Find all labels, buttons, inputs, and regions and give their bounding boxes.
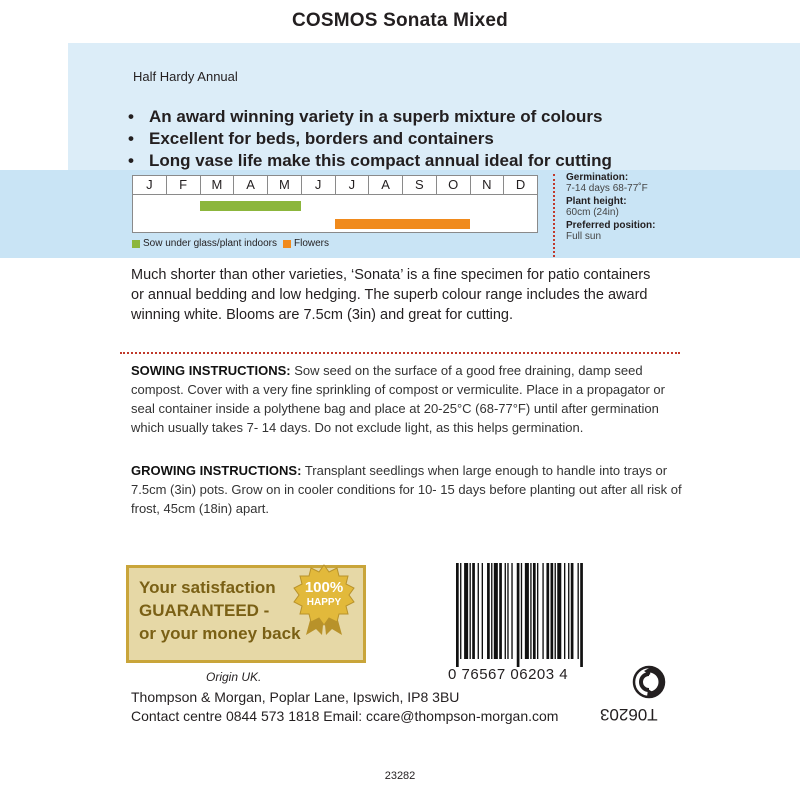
month-label: J [336, 176, 370, 194]
feature-item: • Long vase life make this compact annual ideal for cutting [128, 151, 612, 170]
barcode-bar [499, 563, 502, 659]
feature-item: • An award winning variety in a superb mixture of colours [128, 107, 603, 126]
growing-text: Transplant seedlings when large enough to handle into trays or 7.5cm (3in) pots. Grow on in cooler conditions for 10- 15 days before planting out after all risk of frost, 45cm (18in) apart. [131, 463, 682, 516]
calendar-months [132, 175, 538, 195]
barcode-bar [487, 563, 490, 659]
barcode-bar [464, 563, 468, 659]
sow-period-bar [200, 201, 301, 211]
height-value: 60cm (24in) [566, 207, 619, 218]
month-label: A [234, 176, 268, 194]
position-value: Full sun [566, 231, 602, 242]
growing-heading: GROWING INSTRUCTIONS: [131, 463, 302, 478]
guarantee-line-1: Your satisfaction [139, 578, 276, 597]
barcode-bar [564, 563, 565, 659]
calendar-grid [132, 195, 538, 233]
flower-period-bar [335, 219, 470, 229]
barcode-bar [578, 563, 579, 659]
calendar-legend [132, 238, 335, 249]
germination-label: Germination: [566, 172, 629, 183]
month-label: M [201, 176, 235, 194]
barcode-bar [460, 563, 461, 659]
calendar-band-left [0, 170, 68, 258]
product-code: T06203 [600, 705, 658, 724]
barcode-bar [511, 563, 512, 659]
happy-rosette-icon [288, 563, 360, 635]
month-label: N [471, 176, 505, 194]
barcode-bar [568, 563, 569, 659]
sowing-calendar [132, 175, 538, 233]
month-label: J [302, 176, 336, 194]
page-title: COSMOS Sonata Mixed [291, 10, 508, 31]
barcode-bar [491, 563, 492, 659]
description: Much shorter than other varieties, ‘Sonata’ is a fine specimen for patio containers or annual bedding and low hedging. The superb colour range includes the award winning white. Blooms are 7.5cm (3in) and great for cutting. [131, 267, 651, 323]
legend-flowers: Flowers [283, 238, 329, 249]
print-number: 23282 [384, 770, 416, 782]
barcode-bar [537, 563, 538, 659]
feature-list [128, 106, 612, 172]
barcode-bar [482, 563, 483, 659]
month-label: D [515, 177, 526, 192]
barcode-bar [456, 563, 459, 667]
sowing-instructions [131, 361, 691, 437]
month-label: J [133, 176, 167, 194]
legend-sow: Sow under glass/plant indoors [132, 238, 277, 249]
barcode-bar [530, 563, 531, 659]
barcode-bar [557, 563, 561, 659]
sowing-heading: SOWING INSTRUCTIONS: [131, 363, 291, 378]
barcode-bar [546, 563, 549, 659]
barcode-bar [472, 563, 475, 659]
barcode-bar [555, 563, 556, 659]
barcode-bar [478, 563, 479, 659]
height-label: Plant height: [566, 196, 627, 207]
contact-line: Contact centre 0844 573 1818 Email: ccare@thompson-morgan.com [131, 708, 559, 724]
legend-swatch-green [132, 240, 140, 248]
barcode-bar [521, 563, 522, 659]
month-label: A [369, 176, 403, 194]
barcode-bar [494, 563, 498, 659]
germination-value: 7-14 days 68-77˚F [566, 183, 648, 194]
dotted-divider-vertical [553, 174, 555, 257]
bullet-icon: • [128, 129, 134, 148]
guarantee-line-2: GUARANTEED - [139, 601, 270, 620]
guarantee-line-3: or your money back [139, 624, 301, 643]
month-label: O [437, 176, 471, 194]
bullet-icon: • [128, 151, 134, 170]
barcode-bar [525, 563, 529, 659]
feature-item: • Excellent for beds, borders and containers [128, 129, 494, 148]
bullet-icon: • [128, 107, 134, 126]
barcode-digits: 0 76567 06203 4 [448, 666, 569, 683]
dotted-divider-horizontal [120, 352, 680, 354]
barcode-bar [505, 563, 506, 659]
green-dot-recycle-icon [632, 665, 666, 699]
barcode-graphic [456, 563, 622, 667]
barcode-bar [533, 563, 536, 659]
month-label: S [403, 176, 437, 194]
barcode-bar [542, 563, 543, 659]
barcode-bar [551, 563, 554, 659]
barcode-bar [507, 563, 508, 659]
position-label: Preferred position: [566, 220, 656, 231]
month-label: M [268, 176, 302, 194]
barcode-bar [580, 563, 583, 667]
barcode-bar [571, 563, 574, 659]
sowing-text: Sow seed on the surface of a good free draining, damp seed compost. Cover with a very fine sprinkling of compost or vermiculite. Place in a propagator or seal container inside a polythene bag and place at 20-25°C (68-77°F) until after germination which usually takes 7- 14 days. Do not exclude light, as this helps germination. [131, 363, 665, 435]
origin-note: Origin UK. [206, 670, 262, 684]
company-details [131, 688, 558, 726]
company-address: Thompson & Morgan, Poplar Lane, Ipswich, IP8 3BU [131, 689, 460, 705]
barcode-bar [517, 563, 520, 667]
legend-swatch-orange [283, 240, 291, 248]
badge-percent: 100% [304, 579, 344, 596]
growing-instructions [131, 461, 691, 518]
month-label: F [167, 176, 201, 194]
barcode-bar [470, 563, 471, 659]
plant-type: Half Hardy Annual [133, 69, 238, 84]
badge-happy: HAPPY [306, 597, 342, 608]
growing-info [566, 172, 655, 244]
